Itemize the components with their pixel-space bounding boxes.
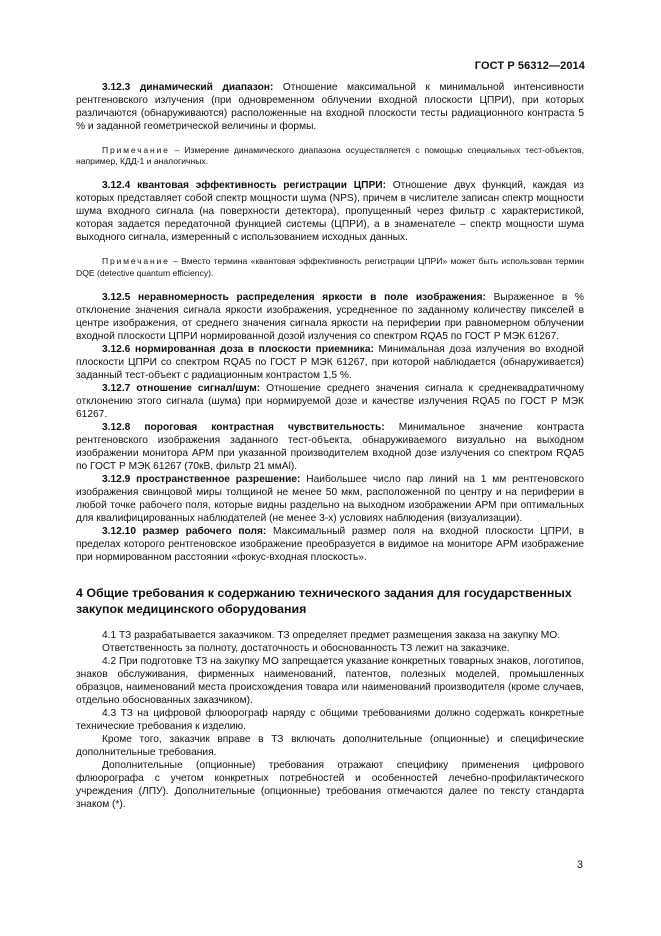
clause-4-3-optional: Дополнительные (опционные) требования отражают специфику применения цифрового флюорографа с учетом конкретных потребностей и особенностей лечебно-профилактического учреждения (ЛПУ). Дополнительные (опционные) требования отмечаются далее по тексту стандарта знаком (*). [76, 759, 584, 810]
clause-term: 3.12.6 нормированная доза в плоскости приемника: [102, 343, 374, 355]
clause-term: 3.12.5 неравномерность распределения яркости в поле изображения: [102, 291, 486, 303]
clause-text: Отношение среднего значения сигнала к среднеквадратичному отклонению этого сигнала (шума) при нормируемой дозе и качестве излучения RQA5 по ГОСТ Р МЭК 61267. [76, 382, 585, 420]
clause-3-12-4 [76, 179, 584, 244]
clause-text: Отношение максимальной к минимальной интенсивности рентгеновского излучения (при одновременном облучении входной плоскости ЦПРИ), при которых различаются (обнаруживаются) расположенные на входной плоскости тесты радиационного контраста 5 % и заданной геометрической величины и формы. [76, 82, 584, 132]
clause-term: 3.12.10 размер рабочего поля: [102, 525, 267, 537]
note-text: – Измерение динамического диапазона осуществляется с помощью специальных тест-объектов, например, КДД-1 и аналогичных. [76, 145, 584, 167]
clause-text: Наибольшее число пар линий на 1 мм рентгеновского изображения свинцовой миры толщиной не менее 50 мкм, расположенной по центру и на периферии в любой точке рабочего поля, которые видны раздельно на выходном изображении АРМ при оптимальных для квалифицированных наблюдателей (не менее 3-х) условиях наблюдения (визуализации). [76, 473, 584, 524]
clause-3-12-5 [76, 291, 584, 343]
page-number: 3 [576, 859, 583, 871]
section-4-heading: 4 Общие требования к содержанию технического задания для государственных закупок медицинского оборудования [76, 585, 572, 616]
clause-4-1: 4.1 ТЗ разрабатывается заказчиком. ТЗ определяет предмет размещения заказа на закупку МО. [102, 629, 561, 641]
clause-term: 3.12.4 квантовая эффективность регистрации ЦПРИ: [102, 180, 386, 192]
clause-3-12-6 [76, 343, 584, 382]
clause-term: 3.12.8 пороговая контрастная чувствительность: [102, 421, 385, 433]
document-body [76, 81, 584, 811]
clause-3-12-9 [76, 473, 584, 525]
clause-4-2: 4.2 При подготовке ТЗ на закупку МО запрещается указание конкретных товарных знаков, логотипов, знаков обслуживания, фирменных наименований, патентов, полезных моделей, промышленных образцов, наименований места происхождения товара или наименований производителя (кроме случаев, отдельно обоснованных заказчиком). [76, 655, 584, 706]
note-dqe [76, 256, 584, 278]
clause-3-12-3 [76, 81, 584, 133]
clause-term: 3.12.9 пространственное разрешение: [102, 473, 301, 485]
clause-4-3: 4.3 ТЗ на цифровой флюорограф наряду с общими требованиями должно содержать конкретные технические требования к изделию. [76, 707, 584, 732]
note-label: Примечание [102, 145, 170, 155]
clause-text: Отношение двух функций, каждая из которых представляет собой спектр мощности шума (NPS), причем в числителе записан спектр мощности шума входного сигнала (на поверхности детектора), пропущенный через фильтр с характеристикой, которая задается передаточной функцией системы (ЦПРИ), а в знаменателе – спектр мощности шума выходного сигнала, измеренный с использованием исходных данных. [76, 180, 584, 244]
clause-4-1-responsibility: Ответственность за полноту, достаточность и обоснованность ТЗ лежит на заказчике. [102, 642, 510, 654]
clause-text: Выраженное в % отклонение значения сигнала яркости изображения, усредненное по заданному количеству пикселей в центре изображения, от среднего значения сигнала яркости на периферии при равномерном облучении входной плоскости ЦПРИ нормированной дозой излучения со спектром RQA5 по ГОСТ Р МЭК 61267. [76, 291, 584, 342]
clause-3-12-10 [76, 525, 584, 564]
clause-4-3-additional: Кроме того, заказчик вправе в ТЗ включать дополнительные (опционные) и специфические дополнительные требования. [76, 733, 584, 758]
note-label: Примечание [102, 256, 170, 267]
standard-header: ГОСТ Р 56312—2014 [474, 60, 585, 72]
clause-text: Минимальная доза излучения во входной плоскости ЦПРИ со спектром RQA5 по ГОСТ Р МЭК 61267, при которой наблюдается (обнаруживается) заданный тест-объект с радиационным контрастом 1,5 %. [76, 343, 584, 381]
clause-term: 3.12.3 динамический диапазон: [102, 82, 274, 93]
note-text: – Вместо термина «квантовая эффективность регистрации ЦПРИ» может быть использован термин DQE (detective quantum efficiency). [76, 256, 584, 278]
clause-3-12-7 [76, 382, 584, 421]
clause-text: Минимальное значение контраста рентгеновского изображения заданного тест-объекта, обнаруживаемого визуально на выходном изображении монитора АРМ при указанной производителем входной дозе излучения со спектром RQA5 по ГОСТ Р МЭК 61267 (70кВ, фильтр 21 ммАl). [76, 421, 585, 472]
note-dynamic-range [76, 145, 584, 167]
clause-text: Максимальный размер поля на входной плоскости ЦПРИ, в пределах которого рентгеновское изображение преобразуется в видимое на мониторе АРМ изображение при нормированном расстоянии «фокус-входная плоскость». [76, 525, 584, 563]
clause-3-12-8 [76, 421, 584, 473]
clause-term: 3.12.7 отношение сигнал/шум: [102, 382, 261, 394]
